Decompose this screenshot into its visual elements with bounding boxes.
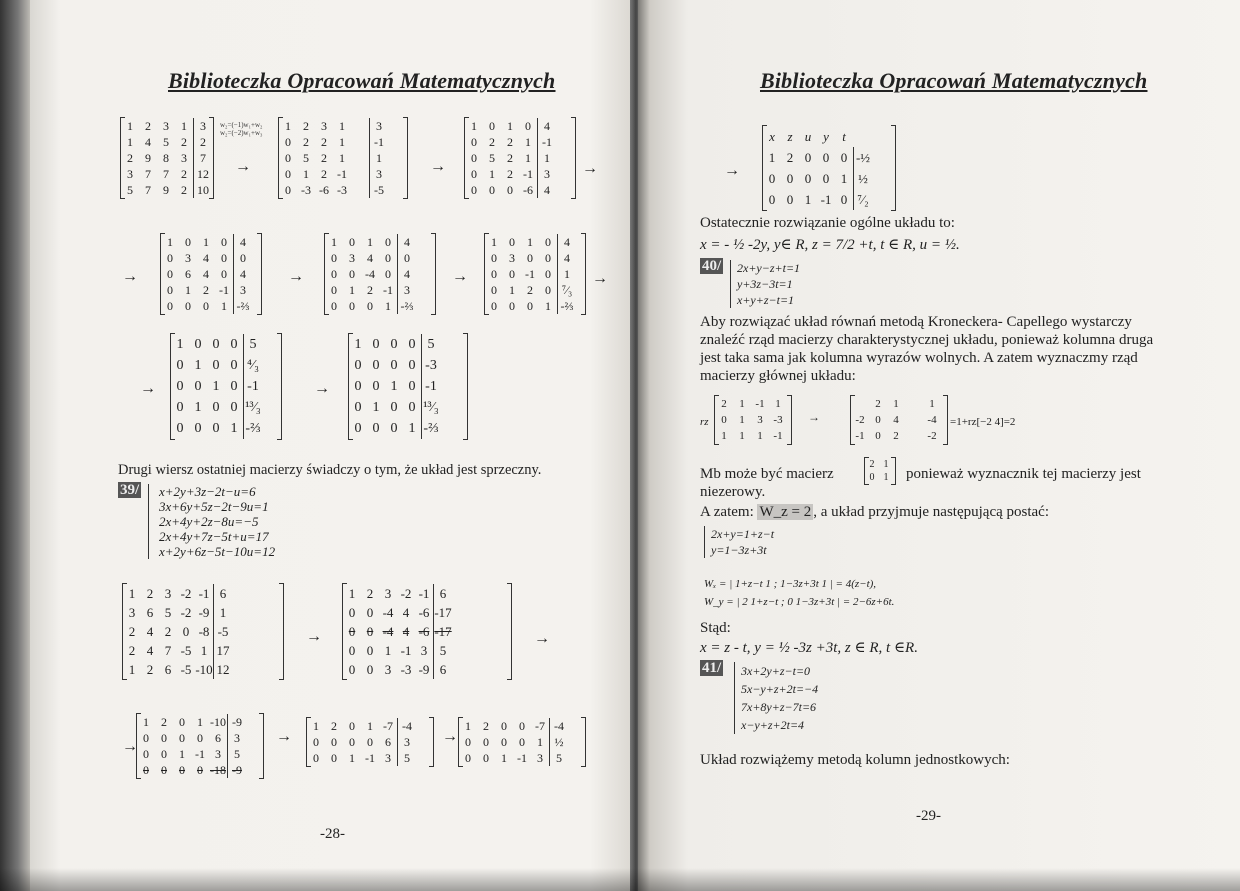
scan-left-edge [0, 0, 30, 891]
mb-line-2: niezerowy. [700, 484, 766, 500]
last-line: Układ rozwiążemy metodą kolumn jednostkowych: [700, 752, 1010, 768]
line-final: Ostatecznie rozwiązanie ogólne układu to: [700, 215, 955, 231]
right-page-number: -29- [916, 808, 941, 824]
arrow-2: → [430, 158, 446, 175]
left-page-number: -28- [320, 826, 345, 842]
para-2: znaleźć rząd macierzy charakterystycznej układu, ponieważ kolumna druga [700, 332, 1154, 348]
mb-line-1: Mb może być macierz [700, 466, 834, 482]
rank-expression: =1+rz[−2 4]=2 [950, 416, 1016, 428]
matrix-c2: 1 0 0 0 5 0 0 0 0 -3 0 0 1 0 -1 0 1 0 0 ¹³⁄₃ 0 0 0 1 -⅔ [348, 334, 468, 439]
stad-solution: x = z - t, y = ½ -3z +3t, z ∈ R, t ∈R. [700, 640, 918, 656]
zatem-line: A zatem: W_z = 2 , a układ przyjmuje następującą postać: [700, 504, 1050, 520]
op-label-1: w₂=(−1)w₁+w₂ [220, 121, 263, 129]
arrow-14: → [442, 728, 458, 745]
left-sentence: Drugi wiersz ostatniej macierzy świadczy o tym, że układ jest sprzeczny. [118, 462, 542, 478]
arrow-12: → [122, 738, 138, 755]
arrow-r2: → [808, 410, 820, 424]
matrix-d1: 1 2 3 -2 -1 6 3 6 5 -2 -9 1 2 4 2 0 -8 -5 2 4 7 -5 1 17 1 2 6 -5 -10 12 [122, 584, 284, 679]
arrow-10: → [306, 628, 322, 645]
arrow-9: → [314, 380, 330, 397]
arrow-11: → [534, 630, 550, 647]
arrow-6: → [452, 268, 468, 285]
matrix-e2: 1 2 0 1 -7 -4 0 0 0 0 6 3 0 0 1 -1 3 5 [306, 718, 434, 766]
matrix-a3: 1 0 1 0 4 0 2 2 1 -1 0 5 2 1 1 0 1 2 -1 3 0 0 0 -6 4 [464, 118, 576, 198]
arrow-7: → [592, 270, 608, 287]
matrix-b2: 1 0 1 0 4 0 3 4 0 0 0 0 -4 0 4 0 1 2 -1 3 0 0 0 1 -⅔ [324, 234, 436, 314]
matrix-r2: 2 1 -1 1 0 1 3 -3 1 1 1 -1 [714, 396, 792, 444]
stad-label: Stąd: [700, 620, 731, 636]
arrow-1: → [235, 158, 251, 175]
arrow-r1: → [724, 162, 740, 179]
arrow-8: → [140, 380, 156, 397]
para-4: macierzy głównej układu: [700, 368, 856, 384]
matrix-b3: 1 0 1 0 4 0 3 0 0 4 0 0 -1 0 1 0 1 2 0 ⁷⁄₃ 0 0 0 1 -⅔ [484, 234, 586, 314]
arrow-13: → [276, 728, 292, 745]
arrow-3: → [582, 160, 598, 177]
para-1: Aby rozwiązać układ równań metodą Kroneckera- Capellego wystarczy [700, 314, 1132, 330]
matrix-e1: 1 2 0 1 -10 -9 0 0 0 0 6 3 0 0 1 -1 3 5 0 0 0 0 -18 -9 [136, 714, 264, 778]
mb-line-1b: ponieważ wyznacznik tej macierzy jest [906, 466, 1141, 482]
system-39: x+2y+3z−2t−u=6 3x+6y+5z−2t−9u=1 2x+4y+2z−8u=−5 2x+4y+7z−5t+u=17 x+2y+6z−5t−10u=12 [148, 484, 275, 559]
matrix-r3: 2 1 1 -2 0 4 -4 -1 0 2 -2 [850, 396, 948, 444]
arrow-4: → [122, 268, 138, 285]
wy-determinant: W_y = | 2 1+z−t ; 0 1−3z+3t | = 2−6z+6t. [704, 596, 895, 608]
arrow-5: → [288, 268, 304, 285]
rz-label: rz [700, 416, 709, 428]
problem-40-label: 40/ [702, 258, 722, 274]
problem-39-label: 39/ [120, 482, 140, 498]
problem-41-label: 41/ [702, 660, 722, 676]
left-header: Biblioteczka Opracowań Matematycznych [168, 68, 556, 93]
right-header: Biblioteczka Opracowań Matematycznych [760, 68, 1148, 93]
matrix-a2: 1 2 3 1 3 0 2 2 1 -1 0 5 2 1 1 0 1 2 -1 3 0 -3 -6 -3 -5 [278, 118, 408, 198]
op-label-2: w₂=(−2)w₁+w₃ [220, 129, 263, 137]
matrix-d2: 1 2 3 -2 -1 6 0 0 -4 4 -6 -17 0 0 -4 4 -6 -17 0 0 1 -1 3 5 0 0 3 -3 -9 6 [342, 584, 512, 679]
left-page [30, 0, 636, 891]
right-page: Biblioteczka Opracowań Matematycznych → x z u y t 1 2 0 0 0 -½ 0 0 0 0 1 ½ 0 0 1 -1 0 ⁷⁄₂ Ostatecznie rozwiązanie ogólne układu to: x = - ½ -2y, y∈ R, z = 7/2 +t, t ∈ R, u = ½. 40/ 2x+y−z+t=1 y+3z−3t=1 x+y+z−t=1 Aby rozwiązać układ równań metodą Kroneckera- Capellego wystarczy znaleźć rząd macierzy charakterystycznej układu, ponieważ kolumna druga jest taka sama jak kolumna wyrazów wolnych. A zatem wyznaczmy rząd macierzy głównej układu: rz 2 1 -1 1 0 1 3 -3 1 1 1 -1 → 2 1 1 -2 0 4 -4 -1 0 2 -2 =1+rz[−2 4]=2 Mb może być macierz 2 1 0 1 ponieważ wyznacznik tej macierzy jest niezerowy. A zatem: W_z = 2 , a układ przyjmuje następującą postać: 2x+y=1+z−t y=1−3z+3t Wₓ = | 1+z−t 1 ; 1−3z+3t 1 | = 4(z−t), W_y = | 2 1+z−t ; 0 1−3z+3t | = 2−6z+6t. Stąd: x = z - t, y = ½ -3z +3t, z ∈ R, t ∈R. 41/ 3x+2y+z−t=0 5x−y+z+2t=−4 7x+8y+z−7t=6 x−y+z+2t=4 Układ rozwiążemy metodą kolumn jednostkowych: -29- [638, 0, 1240, 891]
line-solution: x = - ½ -2y, y∈ R, z = 7/2 +t, t ∈ R, u = ½. [700, 237, 960, 253]
matrix-a1: 1 2 3 1 3 1 4 5 2 2 2 9 8 3 7 3 7 7 2 12 5 7 9 2 10 [120, 118, 214, 198]
scan-bottom-shade [0, 868, 1240, 891]
matrix-b1: 1 0 1 0 4 0 3 4 0 0 0 6 4 0 4 0 1 2 -1 3 0 0 0 1 -⅔ [160, 234, 262, 314]
matrix-c1: 1 0 0 0 5 0 1 0 0 ⁴⁄₃ 0 0 1 0 -1 0 1 0 0 ¹³⁄₃ 0 0 0 1 -⅔ [170, 334, 282, 439]
matrix-mb: 2 1 0 1 [864, 458, 896, 484]
matrix-e3: 1 2 0 0 -7 -4 0 0 0 0 1 ½ 0 0 1 -1 3 5 [458, 718, 586, 766]
matrix-r1: x z u y t 1 2 0 0 0 -½ 0 0 0 0 1 ½ 0 0 1 -1 0 ⁷⁄₂ [762, 126, 896, 210]
para-3: jest taka sama jak kolumna wyrazów wolnych. A zatem wyznaczmy rząd [700, 350, 1138, 366]
wx-determinant: Wₓ = | 1+z−t 1 ; 1−3z+3t 1 | = 4(z−t), [704, 578, 877, 590]
